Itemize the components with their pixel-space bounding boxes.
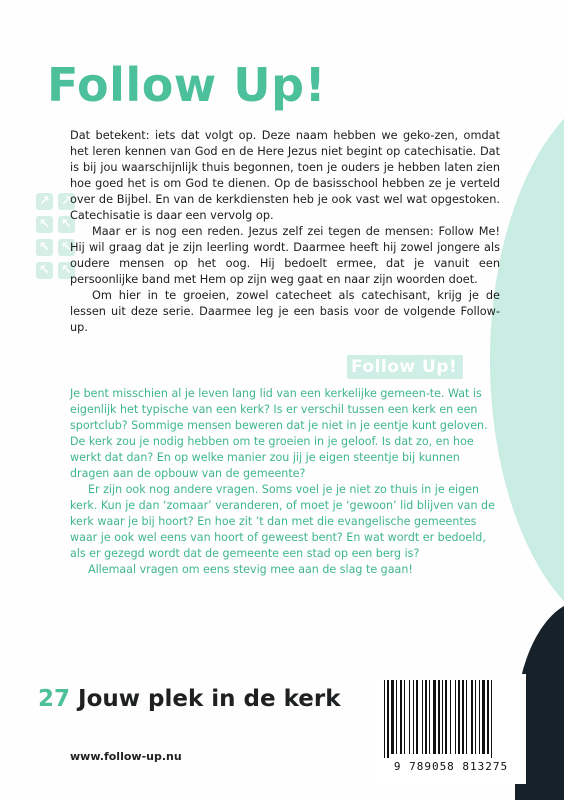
arrow-up-left-icon: ↖ <box>58 239 75 256</box>
barcode-bar <box>433 680 436 754</box>
intro-paragraph-2: Maar er is nog een reden. Jezus zelf zei tegen de mensen: Follow Me! Hij wil graag dat je zijn leerling wordt. Daarmee heeft hij zowel jongere als oudere mensen op het oog. Hij bedoelt ermee, dat je vanuit een persoonlijke band met Hem op zijn weg gaat en naar zijn woorden doet. <box>70 225 500 286</box>
arrow-up-right-icon: ↗ <box>36 193 53 210</box>
intro-text <box>70 128 500 336</box>
barcode-bar <box>466 680 467 754</box>
isbn-number: 9 789058 813275 <box>393 760 509 773</box>
barcode-bar <box>450 680 451 754</box>
intro-paragraph-3: Om hier in te groeien, zowel catecheet als catechisant, krijg je de lessen uit deze serie. Daarmee leg je een basis voor de volgende Follow-up. <box>70 289 500 334</box>
intro-paragraph-1: Dat betekent: iets dat volgt op. Deze naam hebben we geko-zen, omdat het leren kennen van God en de Here Jezus niet begint op catechisatie. Dat is bij jou waarschijnlijk thuis begonnen, toen je ouders je hebben laten zien hoe goed het is om God te dienen. Op de basisschool hebben ze je verteld over de Bijbel. En van de kerkdiensten heb je ook vast wel wat opgestoken. Catechisatie is daar een vervolg op. <box>70 129 500 222</box>
series-number: 27 <box>38 686 71 712</box>
barcode-bar <box>384 680 385 758</box>
barcode-bar <box>396 680 397 754</box>
barcode-bar <box>458 680 460 754</box>
barcode-bar <box>422 680 423 754</box>
arrow-up-left-icon: ↖ <box>58 216 75 233</box>
website-link[interactable]: www.follow-up.nu <box>70 750 182 763</box>
barcode-bar <box>416 680 418 754</box>
barcode-bar <box>404 680 405 754</box>
arrow-up-left-icon: ↖ <box>36 262 53 279</box>
arrow-up-left-icon: ↖ <box>36 239 53 256</box>
barcode-bar <box>475 680 476 754</box>
barcode-bar <box>413 680 414 754</box>
isbn-barcode <box>376 674 526 784</box>
arrow-up-left-icon: ↖ <box>58 262 75 279</box>
barcode-bar <box>409 680 410 754</box>
barcode-bar <box>445 680 447 754</box>
barcode-bar <box>479 680 480 754</box>
book-title: Jouw plek in de kerk <box>78 686 341 712</box>
barcode-bar <box>400 680 402 754</box>
arrow-up-right-icon: ↗ <box>58 193 75 210</box>
barcode-bar <box>462 680 464 754</box>
barcode-bar <box>438 680 440 754</box>
questions-paragraph-3: Allemaal vragen om eens stevig mee aan de slag te gaan! <box>88 563 413 576</box>
barcode-bar <box>442 680 443 754</box>
decorative-circle <box>490 80 564 640</box>
barcode-bar <box>455 680 456 754</box>
questions-paragraph-2: Er zijn ook nog andere vragen. Soms voel je je niet zo thuis in je eigen kerk. Kun je dan ‘zomaar’ veranderen, of moet je ‘gewoon’ lid blijven van de kerk waar je bij hoort? En hoe zit ’t dan met die evangelische gemeentes waar je ook wel eens van hoort of geweest bent? En wat wordt er bedoeld, als er gezegd wordt dat de gemeente een stad op een berg is? <box>70 483 495 560</box>
arrow-up-left-icon: ↖ <box>36 216 53 233</box>
questions-paragraph-1: Je bent misschien al je leven lang lid van een kerkelijke gemeen-te. Wat is eigenlijk het typische van een kerk? Is er verschil tussen een kerk en een sportclub? Sommige mensen beweren dat je niet in je eentje kunt geloven. De kerk zou je nodig hebben om te groeien in je geloof. Is dat zo, en hoe werkt dat dan? En op welke manier zou jij je eigen steentje bij kunnen dragen aan de opbouw van de gemeente? <box>70 387 488 480</box>
barcode-bar <box>487 680 489 754</box>
barcode-bar <box>471 680 473 754</box>
book-title-line <box>38 684 341 714</box>
barcode-bar <box>429 680 430 754</box>
barcode-bar <box>482 680 485 754</box>
questions-text <box>70 386 500 578</box>
barcode-bar <box>491 680 492 758</box>
barcode-bars <box>382 680 520 758</box>
series-title: Follow Up! <box>47 58 327 112</box>
barcode-bar <box>391 680 394 754</box>
follow-up-watermark: Follow Up! <box>347 355 463 379</box>
barcode-bar <box>387 680 389 758</box>
barcode-bar <box>425 680 427 754</box>
